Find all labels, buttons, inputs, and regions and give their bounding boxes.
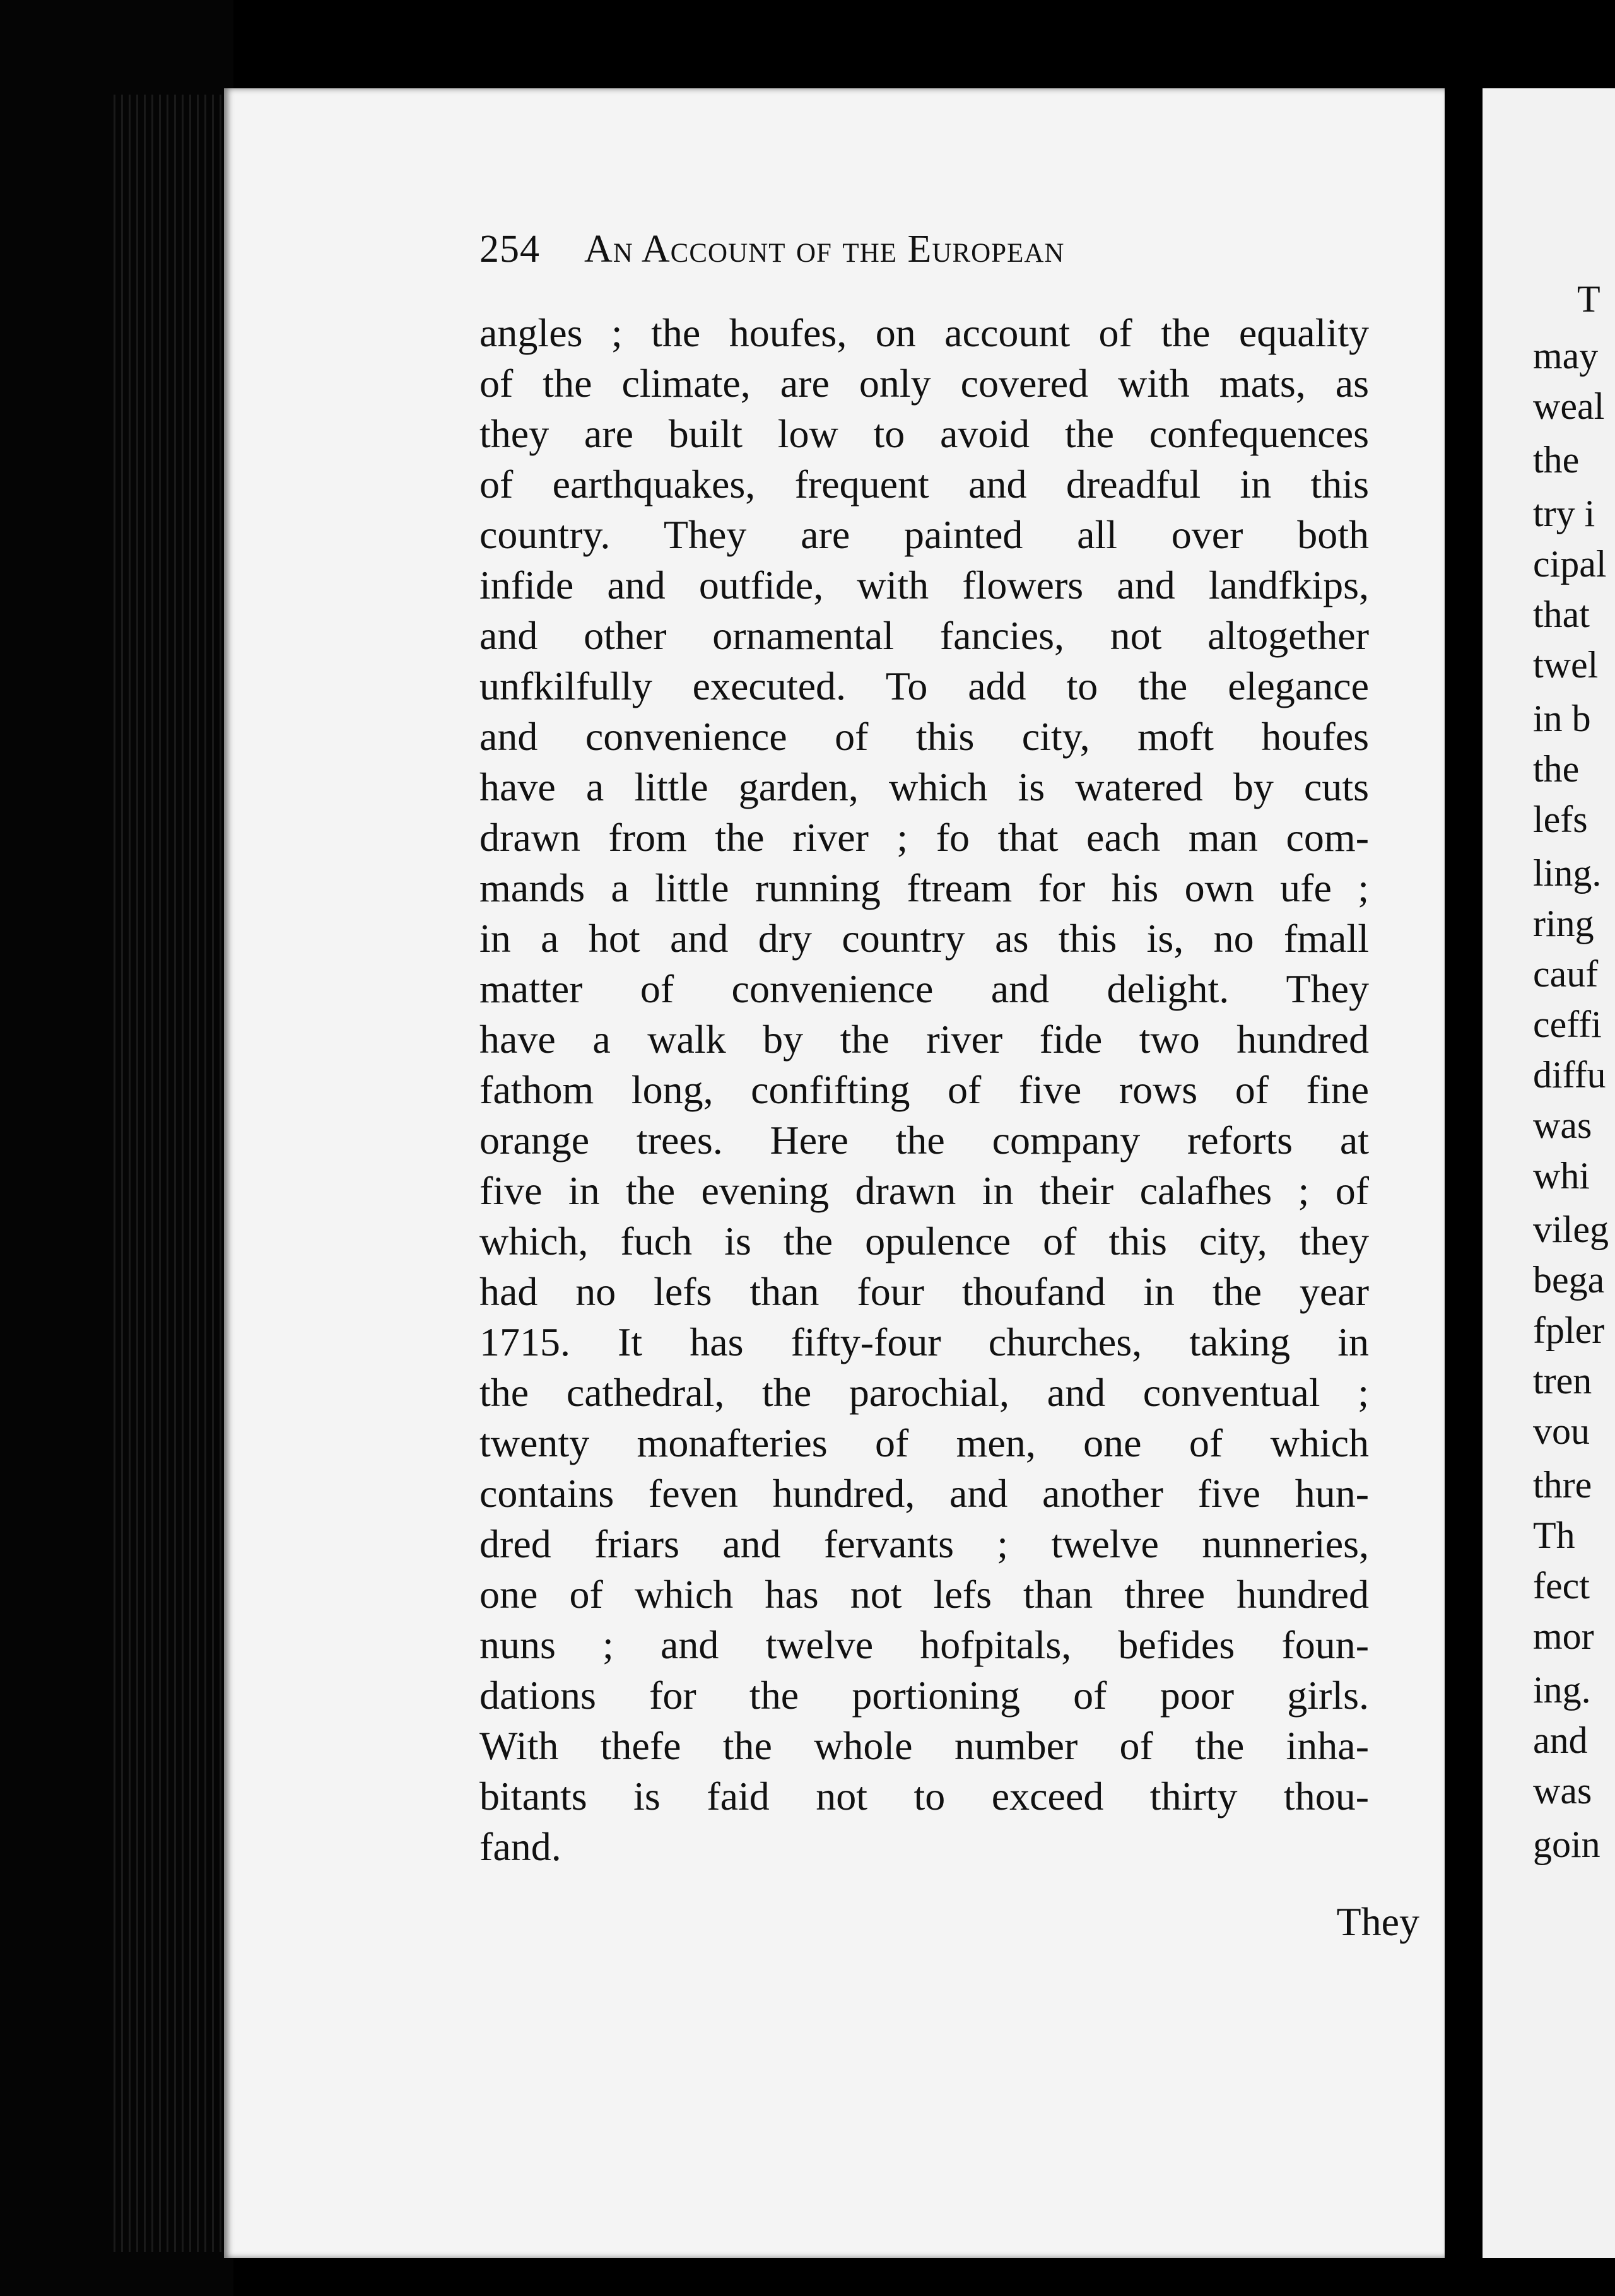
- text-line: drawn from the river ; fo that each man com-: [479, 815, 1369, 860]
- text-line: have a little garden, which is watered by cuts: [479, 764, 1369, 809]
- text-line: matter of convenience and delight. They: [479, 966, 1369, 1011]
- facing-page-line: twel: [1533, 644, 1599, 686]
- text-line: 1715. It has fifty-four churches, taking in: [479, 1320, 1369, 1364]
- facing-page-line: the: [1533, 439, 1580, 481]
- facing-page-line: and: [1533, 1719, 1588, 1761]
- facing-page-line: in b: [1533, 698, 1591, 739]
- facing-page-line: tren: [1533, 1360, 1592, 1402]
- facing-page-line: may: [1533, 335, 1599, 377]
- text-line: nuns ; and twelve hofpitals, befides foun-: [479, 1622, 1369, 1667]
- text-line: With thefe the whole number of the inha-: [479, 1723, 1369, 1768]
- facing-page-line: try i: [1533, 493, 1595, 534]
- facing-page-line: mor: [1533, 1615, 1594, 1657]
- text-line: contains feven hundred, and another five hun-: [479, 1471, 1369, 1516]
- text-line: fand.: [479, 1824, 561, 1869]
- facing-page-line: weal: [1533, 385, 1605, 427]
- facing-page-line: vileg: [1533, 1209, 1609, 1250]
- facing-page: [1483, 88, 1615, 2258]
- text-line: of the climate, are only covered with mats, as: [479, 361, 1369, 406]
- facing-page-line: whi: [1533, 1155, 1590, 1197]
- text-line: five in the evening drawn in their calafhes ; of: [479, 1168, 1369, 1213]
- text-line: they are built low to avoid the confequences: [479, 411, 1369, 456]
- text-line: in a hot and dry country as this is, no fmall: [479, 916, 1369, 961]
- facing-page-line: was: [1533, 1770, 1592, 1812]
- text-line: had no lefs than four thoufand in the year: [479, 1269, 1369, 1314]
- center-gutter: [1445, 0, 1483, 2296]
- catchword: They: [1336, 1899, 1419, 1944]
- facing-page-line: that: [1533, 594, 1590, 635]
- text-line: dred friars and fervants ; twelve nunneries,: [479, 1521, 1369, 1566]
- facing-page-line: diffu: [1533, 1054, 1606, 1096]
- text-line: angles ; the houfes, on account of the equality: [479, 310, 1369, 355]
- text-line: twenty monafteries of men, one of which: [479, 1420, 1369, 1465]
- body-text: [479, 308, 1369, 1872]
- page-edges: [114, 95, 233, 2252]
- facing-page-line: fpler: [1533, 1309, 1605, 1351]
- text-line: mands a little running ftream for his own ufe ;: [479, 865, 1369, 910]
- facing-page-line: Th: [1533, 1514, 1575, 1556]
- page-number: 254: [479, 228, 540, 271]
- text-line: and other ornamental fancies, not altogether: [479, 613, 1369, 658]
- facing-page-line: fect: [1533, 1565, 1590, 1607]
- facing-page-line: was: [1533, 1104, 1592, 1146]
- facing-page-line: ing.: [1533, 1669, 1591, 1711]
- text-line: which, fuch is the opulence of this city, they: [479, 1219, 1369, 1263]
- text-line: infide and outfide, with flowers and landfkips,: [479, 563, 1369, 607]
- facing-page-line: bega: [1533, 1259, 1605, 1301]
- text-line: unfkilfully executed. To add to the elegance: [479, 664, 1369, 708]
- text-line: have a walk by the river fide two hundred: [479, 1017, 1369, 1062]
- page-header: [479, 227, 1064, 272]
- facing-page-line: thre: [1533, 1464, 1592, 1506]
- text-line: dations for the portioning of poor girls.: [479, 1673, 1369, 1718]
- facing-page-line: cipal: [1533, 543, 1607, 585]
- text-line: fathom long, confifting of five rows of fine: [479, 1067, 1369, 1112]
- text-line: one of which has not lefs than three hundred: [479, 1572, 1369, 1617]
- facing-page-line: vou: [1533, 1410, 1590, 1452]
- text-line: orange trees. Here the company reforts at: [479, 1118, 1369, 1163]
- running-head: An Account of the European: [584, 228, 1065, 271]
- text-line: the cathedral, the parochial, and conventual ;: [479, 1370, 1369, 1415]
- text-line: of earthquakes, frequent and dreadful in this: [479, 462, 1369, 507]
- text-line: country. They are painted all over both: [479, 512, 1369, 557]
- facing-page-line: ceffi: [1533, 1004, 1602, 1045]
- facing-page-line: goin: [1533, 1824, 1600, 1865]
- text-line: and convenience of this city, moft houfes: [479, 714, 1369, 759]
- facing-page-line: lefs: [1533, 799, 1588, 840]
- facing-page-line: ring: [1533, 903, 1594, 944]
- facing-page-line: cauf: [1533, 953, 1599, 995]
- facing-page-line: the: [1533, 748, 1580, 790]
- text-line: bitants is faid not to exceed thirty thou-: [479, 1774, 1369, 1819]
- facing-page-line: ling.: [1533, 852, 1602, 894]
- facing-page-line: T: [1577, 278, 1600, 320]
